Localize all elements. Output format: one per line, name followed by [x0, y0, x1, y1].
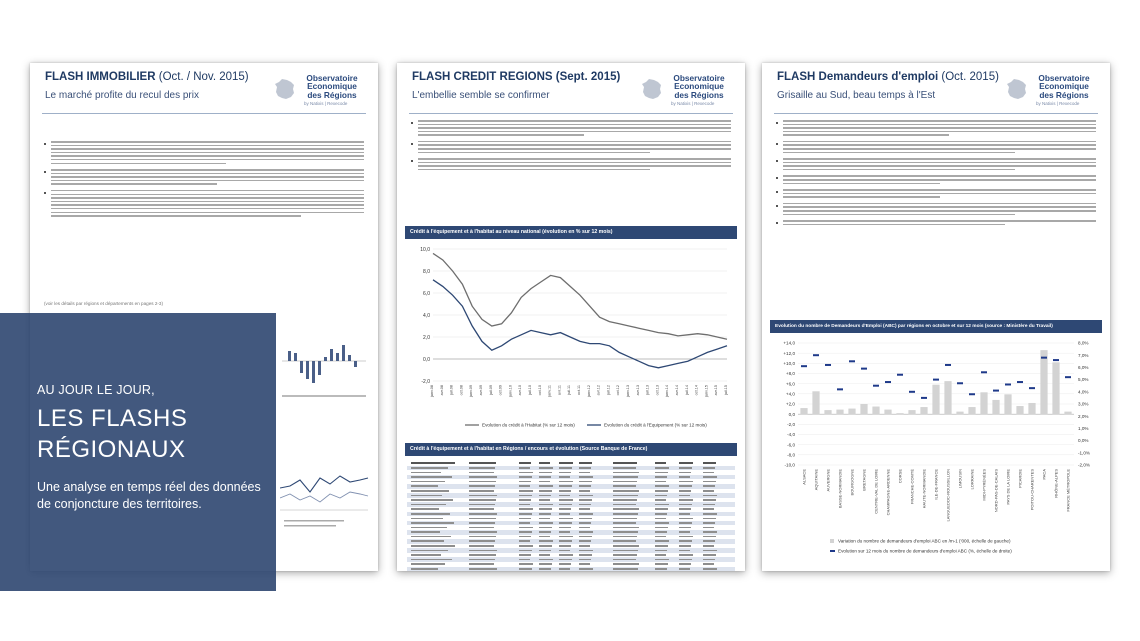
x-tick-label: FRANCE MÉTROPOLE: [1065, 469, 1071, 512]
bar: [860, 404, 867, 414]
x-tick-label: RHÔNE-ALPES: [1053, 469, 1059, 498]
bar: [872, 407, 879, 415]
x-tick-label: juil.12: [606, 385, 611, 395]
france-map-icon: [274, 78, 296, 100]
page-title: FLASH IMMOBILIER (Oct. / Nov. 2015): [45, 71, 249, 83]
bar: [956, 412, 963, 415]
x-tick-label: LANGUEDOC-ROUSSILLON: [945, 469, 951, 522]
bar: [920, 407, 927, 414]
x-tick-label: juil.14: [684, 385, 689, 395]
y-left-tick-label: -4,0: [787, 432, 795, 438]
x-tick-label: ILE-DE-FRANCE: [933, 469, 939, 500]
text-paragraph: [776, 120, 1096, 136]
marker: [969, 393, 975, 395]
x-tick-label: oct.11: [577, 385, 581, 396]
x-tick-label: avr.15: [714, 385, 719, 396]
y-tick-label: 4,0: [423, 312, 430, 319]
observatoire-logo: Observatoire Economique des Régions by Natixis | Rexecode: [274, 74, 366, 110]
x-tick-label: HAUTE-NORMANDIE: [921, 469, 927, 509]
text-paragraph: [776, 175, 1096, 184]
bar: [884, 410, 891, 415]
header-rule: [409, 113, 733, 114]
overlay-title: LES FLASHS RÉGIONAUX: [37, 405, 188, 463]
x-tick-label: avr.14: [675, 385, 679, 396]
y-tick-label: 0,0: [423, 356, 430, 363]
bar: [1028, 403, 1035, 414]
x-tick-label: PACA: [1041, 469, 1047, 480]
x-tick-label: avr.08: [439, 385, 444, 396]
y-left-tick-label: +4,0: [785, 391, 795, 397]
x-tick-label: juil.11: [567, 385, 572, 395]
page-subtitle: L'embellie semble se confirmer: [412, 90, 550, 101]
bar: [1004, 394, 1011, 414]
bar: [824, 410, 831, 414]
y-right-tick-label: 5,0%: [1078, 377, 1089, 383]
y-right-tick-label: 3,0%: [1078, 401, 1089, 407]
y-right-tick-label: 0,0%: [1078, 438, 1089, 444]
y-left-tick-label: +6,0: [785, 381, 795, 387]
mini-chart-lines: [280, 458, 370, 568]
x-tick-label: juil.13: [645, 385, 650, 395]
y-right-tick-label: 1,0%: [1078, 426, 1089, 431]
bar: [1016, 406, 1023, 414]
emploi-bar-chart: [768, 335, 1104, 567]
france-map-icon: [1006, 78, 1028, 100]
x-tick-label: juil.15: [724, 385, 728, 395]
credit-regions-table: [407, 461, 735, 571]
marker: [1065, 376, 1071, 378]
y-left-tick-label: +10,0: [783, 360, 795, 366]
text-paragraph: [411, 120, 731, 136]
flash-demandeurs-emploi-page: [762, 63, 1110, 571]
y-left-tick-label: +8,0: [785, 371, 795, 377]
overlay-description: Une analyse en temps réel des données de conjoncture des territoires.: [37, 480, 261, 511]
page-title: FLASH Demandeurs d'emploi (Oct. 2015): [777, 71, 999, 83]
y-right-tick-label: 8,0%: [1078, 340, 1089, 346]
x-tick-label: janv.13: [626, 385, 630, 397]
page-subtitle: Le marché profite du recul des prix: [45, 90, 199, 101]
y-left-tick-label: +14,0: [783, 340, 795, 346]
y-tick-label: 10,0: [420, 246, 430, 253]
y-right-tick-label: 2,0%: [1078, 413, 1089, 419]
credit-table-title: Crédit à l'équipement et à l'habitat en Régions / encours et évolution (Source Banque de France): [405, 443, 737, 456]
body-text: [776, 120, 1096, 230]
bar: [1064, 412, 1071, 415]
x-tick-label: CENTRE-VAL DE LOIRE: [873, 469, 879, 514]
marker: [849, 360, 855, 362]
legend-label: Evolution sur 12 mois du nombre de demandeurs d'emploi ABC (%, échelle de droite): [838, 548, 1012, 554]
y-right-tick-label: 7,0%: [1078, 352, 1089, 358]
overlay-kicker: AU JOUR LE JOUR,: [37, 383, 155, 397]
x-tick-label: CORSE: [897, 469, 903, 484]
text-paragraph: [411, 158, 731, 170]
x-tick-label: NORD-PAS-DE-CALAIS: [993, 469, 999, 513]
credit-line-chart: [405, 243, 737, 439]
marker: [897, 374, 903, 376]
x-tick-label: janv.12: [586, 385, 591, 397]
x-tick-label: juil.10: [528, 385, 532, 395]
x-tick-label: janv.11: [547, 385, 552, 397]
bar: [896, 413, 903, 414]
header-rule: [774, 113, 1098, 114]
marker: [801, 365, 807, 367]
text-paragraph: [776, 189, 1096, 198]
y-left-tick-label: -8,0: [787, 452, 795, 458]
x-tick-label: oct.14: [694, 385, 699, 396]
footnote: (voir les détails par régions et départements en pages 2-3): [44, 301, 163, 306]
bar: [1040, 350, 1047, 414]
x-tick-label: AQUITAINE: [813, 469, 819, 491]
bar: [932, 385, 939, 414]
x-tick-label: juil.09: [488, 385, 493, 395]
text-paragraph: [776, 141, 1096, 153]
text-paragraph: [776, 203, 1096, 215]
series-habitat-line: [433, 253, 727, 339]
marker: [993, 390, 999, 392]
y-left-tick-label: -6,0: [787, 442, 795, 448]
marker: [813, 354, 819, 356]
y-right-tick-label: -1,0%: [1078, 450, 1091, 456]
marker: [825, 364, 831, 366]
x-tick-label: MIDI-PYRÉNÉES: [981, 469, 987, 501]
text-paragraph: [44, 190, 364, 217]
y-tick-label: 8,0: [423, 268, 430, 275]
page-header: [45, 71, 370, 129]
x-tick-label: avr.10: [518, 385, 523, 396]
y-tick-label: -2,0: [421, 378, 430, 385]
text-paragraph: [44, 141, 364, 164]
flashs-regionaux-overlay: [0, 313, 276, 591]
x-tick-label: oct.09: [498, 385, 503, 396]
y-left-tick-label: -10,0: [784, 462, 795, 468]
marker: [921, 397, 927, 399]
y-tick-label: 6,0: [423, 290, 430, 297]
x-tick-label: FRANCHE-COMTÉ: [909, 469, 915, 505]
bar: [968, 407, 975, 414]
x-tick-label: avr.09: [479, 385, 483, 396]
header-rule: [42, 113, 366, 114]
x-tick-label: janv.09: [469, 385, 474, 397]
emploi-chart-title: Evolution du nombre de Demandeurs d'Emploi (ABC) par régions en octobre et sur 12 mois (source : Ministère du Travail): [770, 320, 1102, 333]
marker: [861, 368, 867, 370]
body-text: [44, 141, 364, 222]
y-left-tick-label: 0,0: [788, 411, 795, 417]
observatoire-logo: Observatoire Economique des Régions by Natixis | Rexecode: [641, 74, 733, 110]
bar: [908, 410, 915, 414]
x-tick-label: avr.11: [557, 385, 562, 396]
bar: [1052, 362, 1059, 414]
x-tick-label: LORRAINE: [969, 469, 975, 490]
bar: [980, 392, 987, 414]
x-tick-label: janv.15: [704, 385, 709, 397]
marker: [981, 371, 987, 373]
x-tick-label: POITOU-CHARENTES: [1029, 469, 1035, 511]
x-tick-label: PICARDIE: [1017, 469, 1023, 488]
y-tick-label: 2,0: [423, 334, 430, 341]
bar: [992, 400, 999, 414]
marker: [945, 364, 951, 366]
x-tick-label: avr.12: [596, 385, 601, 396]
x-tick-label: oct.10: [537, 385, 542, 396]
text-paragraph: [776, 220, 1096, 225]
page-subtitle: Grisaille au Sud, beau temps à l'Est: [777, 90, 936, 101]
page-title: FLASH CREDIT REGIONS (Sept. 2015): [412, 71, 621, 83]
x-tick-label: CHAMPAGNE-ARDENNE: [885, 469, 891, 516]
flash-credit-regions-page: [397, 63, 745, 571]
body-text: [411, 120, 731, 175]
y-right-tick-label: -2,0%: [1078, 462, 1091, 468]
bar: [800, 408, 807, 414]
marker: [1017, 381, 1023, 383]
bar: [812, 391, 819, 414]
x-tick-label: oct.12: [616, 385, 621, 396]
x-tick-label: juil.08: [449, 385, 454, 395]
marker: [957, 382, 963, 384]
x-tick-label: BRETAGNE: [861, 469, 867, 491]
y-right-tick-label: 4,0%: [1078, 389, 1089, 395]
marker: [1053, 359, 1059, 361]
x-tick-label: AUVERGNE: [825, 469, 831, 492]
observatoire-logo: Observatoire Economique des Régions by Natixis | Rexecode: [1006, 74, 1098, 110]
x-tick-label: ALSACE: [801, 469, 807, 485]
x-tick-label: janv.10: [508, 385, 513, 397]
x-tick-label: BOURGOGNE: [849, 469, 855, 496]
x-tick-label: oct.08: [459, 385, 464, 396]
text-paragraph: [776, 158, 1096, 170]
legend-swatch: [830, 550, 835, 552]
mini-chart-bars: [280, 323, 370, 401]
y-right-tick-label: 6,0%: [1078, 365, 1089, 370]
x-tick-label: janv.14: [665, 385, 670, 397]
x-tick-label: BASSE-NORMANDIE: [837, 469, 843, 509]
marker: [933, 379, 939, 381]
bar: [944, 381, 951, 414]
bar: [848, 409, 855, 415]
text-paragraph: [411, 141, 731, 153]
y-left-tick-label: +12,0: [783, 350, 795, 356]
marker: [909, 391, 915, 393]
text-paragraph: [44, 169, 364, 185]
marker: [1029, 387, 1035, 389]
marker: [885, 381, 891, 383]
x-tick-label: PAYS DE LA LOIRE: [1005, 469, 1011, 505]
marker: [1041, 357, 1047, 359]
x-tick-label: LIMOUSIN: [957, 469, 963, 489]
legend-label: Variation du nombre de demandeurs d'emploi ABC en /m-1 ('000, échelle de gauche): [838, 538, 1011, 544]
y-left-tick-label: +2,0: [785, 401, 795, 407]
france-map-icon: [641, 78, 663, 100]
credit-chart-title: Crédit à l'équipement et à l'habitat au niveau national (évolution en % sur 12 mois): [405, 226, 737, 239]
x-tick-label: oct.13: [655, 385, 660, 396]
legend-label: Evolution du crédit à l'Habitat (% sur 12 mois): [482, 422, 575, 428]
x-tick-label: janv.08: [430, 385, 434, 397]
y-left-tick-label: -2,0: [787, 421, 795, 427]
marker: [873, 385, 879, 387]
bar: [836, 410, 843, 415]
legend-label: Evolution du crédit à l'Equipement (% sur 12 mois): [604, 422, 707, 428]
marker: [837, 388, 843, 390]
legend-swatch: [830, 539, 834, 543]
marker: [1005, 383, 1011, 385]
x-tick-label: avr.13: [635, 385, 640, 396]
